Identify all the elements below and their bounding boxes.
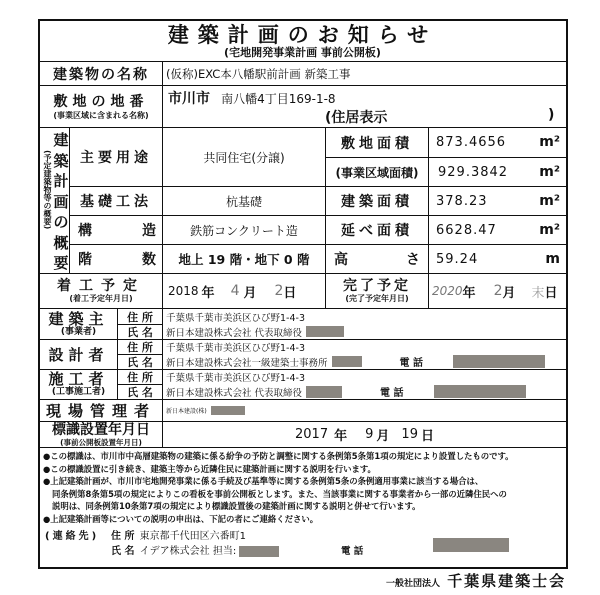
main-use-label: 主要用途: [80, 150, 152, 166]
sign-date-label: 標識設置年月日: [52, 421, 150, 438]
contact-address: 東京都千代田区六番町1: [139, 531, 247, 542]
building-name-value: (仮称)EXC本八幡駅前計画 新築工事: [166, 66, 351, 81]
floors-label-a: 階: [78, 252, 92, 268]
end-sublabel: (完了予定年月日): [345, 294, 409, 303]
contractor-name-label: 氏 名: [127, 385, 153, 399]
contractor-label-block: [40, 369, 117, 399]
redacted-block: [211, 406, 245, 415]
redacted-block: [306, 326, 344, 337]
divider: [162, 274, 163, 308]
owner-label-block: [40, 309, 117, 339]
site-address-value-row: [168, 88, 548, 106]
end-day-unit: 日: [544, 285, 558, 301]
start-day-unit: 日: [283, 285, 297, 301]
owner-address: 千葉県千葉市美浜区ひび野1-4-3: [166, 312, 305, 324]
start-date: [168, 274, 323, 308]
project-area-label: (事業区域面積): [335, 165, 419, 180]
site-area-label: 敷地面積: [341, 135, 413, 152]
owner-address-label: 住 所: [127, 310, 153, 324]
site-address-sublabel: (事業区域に含まれる名称): [53, 110, 149, 120]
sign-date-value: [163, 422, 566, 447]
designer-name-label: 氏 名: [127, 355, 153, 369]
end-year: 2020: [432, 284, 463, 298]
designer-address-label: 住 所: [127, 340, 153, 354]
end-month: 2: [493, 283, 503, 299]
owner-name-label: 氏 名: [127, 325, 153, 339]
overview-side-label: [40, 128, 69, 273]
site-address-label-block: [40, 86, 162, 127]
site-area-value: 873.4656: [436, 135, 507, 150]
page-title: 建築計画のお知らせ: [167, 22, 438, 47]
site-address-label: 敷地の地番: [53, 93, 149, 110]
structure-label: [78, 216, 156, 244]
end-year-unit: 年: [462, 285, 476, 301]
end-label: 完了予定: [343, 278, 411, 294]
start-month-unit: 月: [243, 285, 257, 301]
end-month-unit: 月: [502, 285, 516, 301]
footer-org-name: 千葉県建築士会: [447, 572, 567, 590]
start-sublabel: (着工予定年月日): [69, 294, 133, 303]
owner-sublabel: (事業者): [60, 326, 97, 337]
redacted-block: [332, 356, 362, 367]
footer-org-type: 一般社団法人: [386, 579, 441, 589]
height-label: [334, 245, 420, 273]
end-date: [432, 274, 565, 308]
side-char: 築: [53, 151, 69, 170]
structure-label-a: 構: [78, 223, 92, 239]
designer-name-row: [166, 354, 561, 369]
site-manager-value: 新日本建設(株): [166, 408, 207, 415]
owner-name: 新日本建設株式会社 代表取締役: [166, 327, 303, 339]
contact-address-label: 住 所: [111, 531, 135, 542]
site-manager-row: [166, 400, 561, 421]
start-label-block: [40, 274, 162, 308]
start-label: 着工予定: [57, 278, 145, 294]
sign-year-unit: 年: [334, 429, 348, 444]
note-line: ●この標識は、市川市中高層建築物の建築に係る紛争の予防と調整に関する条例第5条第1項の規定により設置したものです。: [43, 451, 514, 461]
height-label-b: さ: [406, 252, 420, 268]
site-manager-label: 現場管理者: [45, 402, 156, 420]
contact-address-row: [111, 527, 246, 542]
side-char: 概: [53, 233, 69, 252]
total-floor-area-unit: m²: [539, 222, 560, 238]
note-line: ●上記建築計画等についての説明の申出は、下記の者にご連絡ください。: [43, 513, 319, 524]
overview-side-label-main: [53, 130, 69, 274]
contractor-phone-label: 電 話: [380, 388, 404, 399]
height-label-a: 高: [334, 252, 348, 268]
title-block: [40, 21, 565, 61]
sign-month: 9: [365, 427, 374, 442]
start-month: 4: [230, 283, 240, 299]
designer-address: 千葉県千葉市美浜区ひび野1-4-3: [166, 342, 305, 354]
building-name-label: 建築物の名称: [53, 66, 149, 83]
floors-label-b: 数: [142, 252, 156, 268]
foundation-label: 基礎工法: [80, 194, 152, 210]
note-line: 説明は、同条例第10条第7項の規定により標識設置後の建築計画に関する説明と併せて行います。: [52, 501, 421, 511]
contractor-sublabel: (工事施工者): [51, 386, 106, 397]
overview-side-sublabel: (予定建築物等の概要): [43, 150, 52, 230]
designer-name: 新日本建設株式会社一級建築士事務所: [166, 357, 328, 369]
contractor-name-row: [166, 384, 561, 399]
sign-date-label-block: [40, 422, 162, 447]
end-label-block: [326, 274, 428, 308]
floors-label: [78, 245, 156, 273]
main-use-value: 共同住宅(分譲): [203, 150, 285, 165]
side-char: 計: [53, 172, 69, 190]
contractor-address-label: 住 所: [127, 370, 153, 384]
contractor-name: 新日本建設株式会社 代表取締役: [166, 387, 303, 399]
height-unit: m: [545, 251, 560, 267]
redacted-block: [453, 355, 545, 368]
side-char: 画: [53, 192, 69, 211]
redacted-block: [433, 538, 509, 552]
redacted-block: [239, 546, 279, 557]
sign-year: 2017: [295, 427, 329, 442]
contact-label: (連絡先): [45, 531, 100, 542]
notes-block: [43, 450, 565, 525]
divider: [40, 447, 566, 448]
foundation-value: 杭基礎: [225, 194, 262, 209]
redacted-block: [434, 385, 526, 398]
end-day: 末: [531, 285, 545, 301]
owner-label: 建築主: [48, 309, 109, 328]
contractor-address: 千葉県千葉市美浜区ひび野1-4-3: [166, 372, 305, 384]
page-subtitle: (宅地開発事業計画 事前公開板): [224, 45, 381, 59]
site-address-value: 南八幡4丁目169-1-8: [221, 92, 336, 106]
divider: [428, 128, 429, 308]
total-floor-area-value: 6628.47: [436, 222, 497, 238]
owner-name-row: [166, 324, 561, 339]
sign-date-sublabel: (事前公開板設置年月日): [60, 437, 142, 447]
start-year: 2018: [168, 284, 199, 298]
contact-name-row: [111, 542, 561, 557]
side-char: 要: [53, 254, 69, 272]
project-area-unit: m²: [539, 164, 560, 180]
structure-value: 鉄筋コンクリート造: [190, 223, 298, 238]
notice-board: [38, 19, 568, 569]
building-area-value: 378.23: [436, 193, 488, 209]
site-area-unit: m²: [539, 134, 560, 150]
note-line: ●上記建築計画が、市川市宅地開発事業に係る手続及び基準等に関する条例第5条の条例適用事業に該当する場合は、: [43, 476, 484, 486]
side-char: 建: [53, 131, 69, 149]
designer-phone-label: 電 話: [399, 358, 423, 369]
contact-name: イデア株式会社 担当:: [139, 546, 237, 557]
note-line: ●この標識設置に引き続き、建築主等から近隣住民に建築計画に関する説明を行います。: [43, 463, 376, 474]
side-char: の: [53, 213, 69, 231]
residence-close: ): [548, 107, 555, 123]
start-year-unit: 年: [201, 285, 215, 301]
building-area-unit: m²: [539, 193, 560, 209]
floors-value: 地上 19 階・地下 0 階: [178, 252, 310, 267]
contractor-label: 施工者: [48, 369, 109, 388]
note-line: 同条例第8条第5項の規定によりこの看板を事前公開板とします。また、当該事業に関する事業者から一部の近隣住民への: [52, 488, 507, 499]
structure-label-b: 造: [142, 223, 156, 239]
height-value: 59.24: [436, 251, 479, 267]
total-floor-area-label: 延べ面積: [341, 223, 413, 239]
building-area-label: 建築面積: [341, 194, 413, 210]
start-day: 2: [274, 283, 284, 299]
contact-name-label: 氏 名: [111, 546, 135, 557]
contact-phone-label: 電 話: [341, 546, 364, 557]
footer: [386, 570, 566, 591]
sign-day: 19: [401, 427, 418, 442]
redacted-block: [306, 386, 342, 398]
residence-label: (住居表示: [325, 110, 388, 126]
sign-day-unit: 日: [420, 429, 434, 444]
site-address-city: 市川市: [168, 91, 210, 107]
project-area-value: 929.3842: [438, 164, 509, 180]
sign-month-unit: 月: [376, 429, 390, 444]
designer-label: 設計者: [48, 345, 109, 364]
